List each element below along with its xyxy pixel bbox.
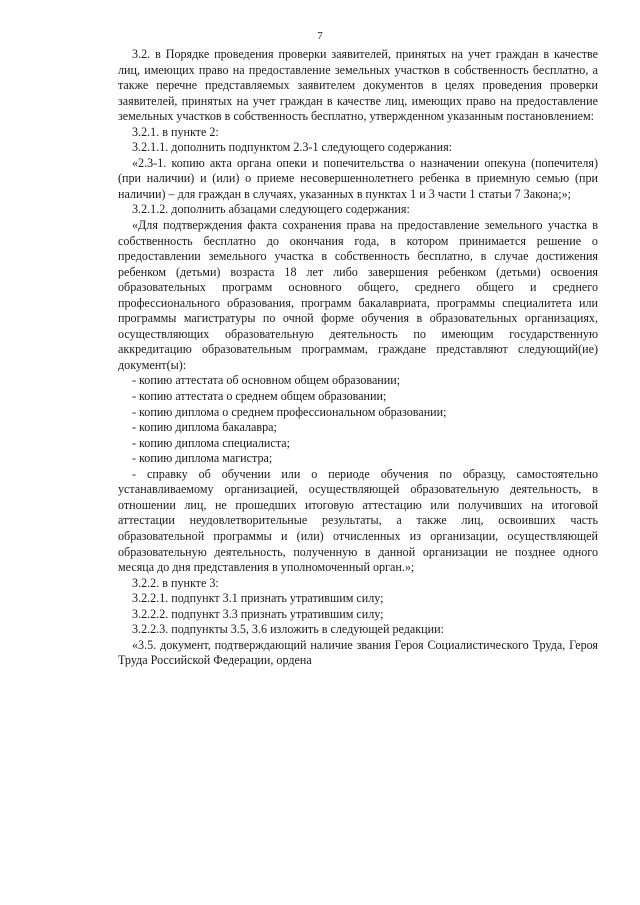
text-line: Социалистического Труда, Героя Труда Российской Федерации, ордена [118,637,598,668]
list-item [118,436,598,452]
text-line: осуществляющих образовательную деятельность по имеющим [118,326,494,341]
text-line: самостоятельно устанавливаемому организацией, осуществляющей [118,466,598,497]
paragraph-3-2-2-2 [118,607,598,623]
text-line: «2.3-1. копию акта органа опеки и попечительства о назначении опекуна [132,155,526,170]
document-body [118,47,598,669]
text-line: государственную аккредитацию образовательным программам, граждане [118,326,598,357]
text-line: представления в уполномоченный орган.»; [193,560,415,575]
list-item [118,405,598,421]
page-number: 7 [317,30,323,42]
text-line: постановлением: [506,109,594,124]
text-line: 3.2.2. в пункте 3: [132,575,219,590]
text-line: граждан в качестве лиц, имеющих право на предоставление земельных [118,47,598,77]
text-line: общего, среднего общего и среднего профессионального образования, [118,280,599,310]
text-line: - копию диплома специалиста; [132,435,290,450]
list-item [118,420,598,436]
text-line: «3.5. документ, подтверждающий наличие звания Героя [132,637,424,652]
text-line: - копию аттестата об основном общем образовании; [132,373,401,388]
text-line: программ бакалавриата, программы специалитета или программы [118,295,598,326]
text-line: - копию диплома магистра; [132,451,273,466]
text-line: на учет граждан в качестве лиц, имеющих право на предоставление земельных [118,93,598,124]
paragraph-3-2-2-3 [118,622,598,638]
paragraph-3-2-2-1 [118,591,598,607]
text-line: результаты, а также лиц, освоивших часть образовательной программы и (или) [118,513,598,543]
paragraph-3-2-1 [118,125,598,141]
paragraph-3-2 [118,47,598,125]
text-line: аттестацию или получивших на итоговой аттестации неудовлетворительные [118,497,599,528]
text-line: (попечителя) (при наличии) и (или) о приеме несовершеннолетнего ребенка [118,155,598,186]
text-line: 3.2.1.1. дополнить подпунктом 2.3-1 следующего содержания: [132,140,453,155]
text-line: завершения ребенком (детьми) освоения образовательных программ основного [118,264,598,295]
text-line: магистратуры по очной форме обучения в образовательных организациях, [183,311,598,326]
text-line: в пунктах 1 и 3 части 1 статьи 7 Закона;»; [356,186,571,201]
paragraph-3-5 [118,638,598,669]
text-line: 3.2.2.2. подпункт 3.3 признать утратившим силу; [132,606,384,621]
text-line: представляют следующий(ие) документ(ы): [118,342,599,372]
list-item [118,373,598,389]
list-item-certificate [118,467,598,576]
text-line: земельного участка в собственность бесплатно до окончания года, в котором [118,218,598,248]
text-line: участков в собственность бесплатно, утвержденном указанным [176,109,504,124]
paragraph-confirmation [118,218,598,373]
text-line: «Для подтверждения факта сохранения права на предоставление [132,218,480,233]
text-line: - копию диплома о среднем профессиональном образовании; [132,404,447,419]
text-line: - копию аттестата о среднем общем образовании; [132,389,387,404]
paragraph-3-2-2 [118,576,598,592]
text-line: участков в собственность бесплатно, а также перечне представляемых [118,62,599,93]
text-line: 3.2.1.2. дополнить абзацами следующего содержания: [132,202,410,217]
text-line: заявителем документов в целях проведения проверки заявителей, принятых [118,78,598,108]
text-line: 3.2.2.1. подпункт 3.1 признать утратившим силу; [132,591,384,606]
text-line: принимается решение о предоставлении земельного участка в собственность [118,233,598,264]
text-line: образовательную деятельность, в отношении лиц, не прошедших итоговую [118,482,598,512]
paragraph-3-2-1-2 [118,202,598,218]
paragraph-2-3-1 [118,156,598,203]
text-line: 3.2. в Порядке проведения проверки заявителей, принятых на учет [132,47,491,61]
paragraph-3-2-1-1 [118,140,598,156]
text-line: - копию диплома бакалавра; [132,420,277,435]
text-line: полученную в данной организации не позднее одного месяца до дня [118,544,598,575]
text-line: бесплатно, в случае достижения ребенком (детьми) возраста 18 лет либо [118,249,598,279]
text-line: 3.2.2.3. подпункты 3.5, 3.6 изложить в следующей редакции: [132,622,444,637]
text-line: в приемную семью (при наличии) – для граждан в случаях, указанных [118,171,598,201]
list-item [118,451,598,467]
text-line: - справку об обучении или о периоде обучения по образцу, [132,466,506,481]
text-line: 3.2.1. в пункте 2: [132,124,219,139]
text-line: отчисленных из организации, осуществляющей образовательную деятельность, [118,528,598,559]
list-item [118,389,598,405]
